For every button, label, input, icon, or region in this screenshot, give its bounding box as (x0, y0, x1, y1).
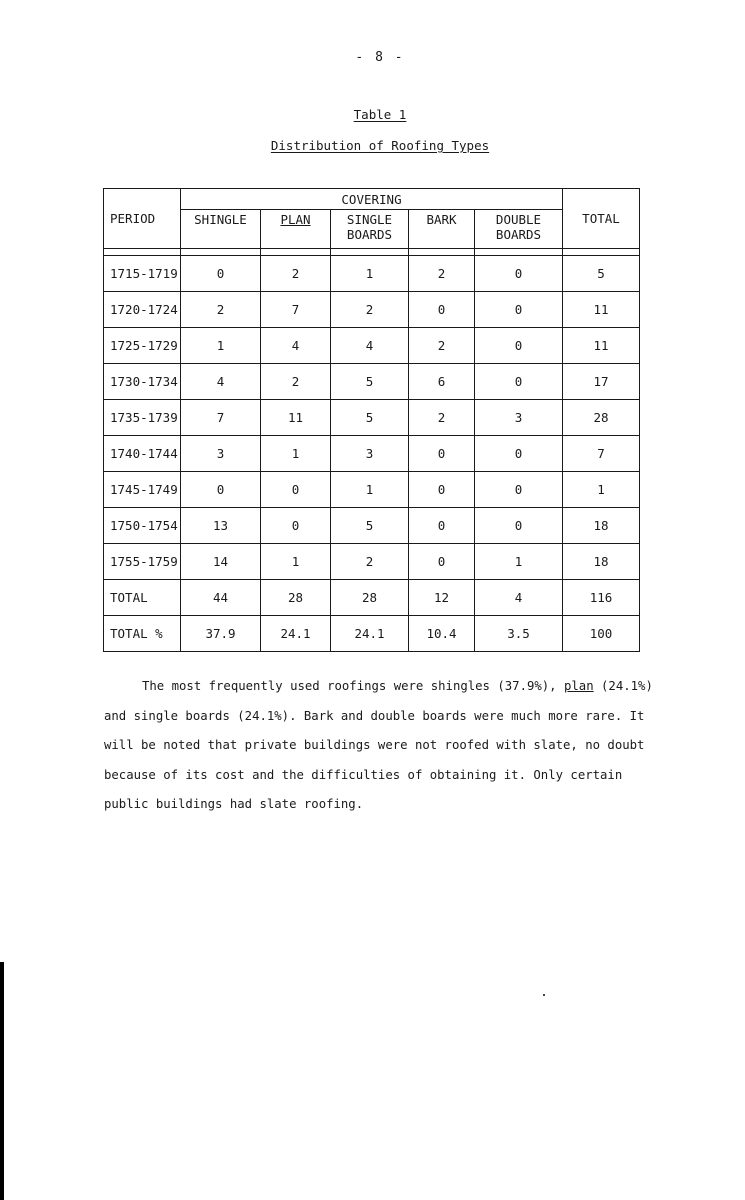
cell-bark: 12 (409, 580, 475, 616)
cell-plan: 7 (261, 292, 331, 328)
cell-plan: 24.1 (261, 616, 331, 652)
cell-total: 18 (563, 544, 640, 580)
table-row (104, 472, 640, 508)
cell-plan: 0 (261, 472, 331, 508)
gap-cell (104, 249, 181, 256)
cell-bark: 0 (409, 436, 475, 472)
table-title (0, 107, 745, 122)
header-single-boards-line1: SINGLE (346, 212, 393, 227)
cell-shingle: 4 (181, 364, 261, 400)
cell-bark: 2 (409, 256, 475, 292)
cell-single-boards: 5 (331, 508, 409, 544)
paragraph-segment-3: (24.1%) and single boards (24.1%). Bark and double boards were much more rare. It will be noted that private buildings were not roofed with slate, no doubt because of its cost and the difficulties of obtaining it. Only certain public buildings had slate roofing. (104, 679, 653, 811)
cell-double-boards: 0 (475, 256, 563, 292)
table-row (104, 544, 640, 580)
cell-shingle: 0 (181, 472, 261, 508)
cell-plan: 1 (261, 544, 331, 580)
scan-speck (543, 994, 545, 996)
cell-double-boards: 0 (475, 364, 563, 400)
body-paragraph (104, 672, 664, 820)
cell-plan: 0 (261, 508, 331, 544)
cell-single-boards: 2 (331, 292, 409, 328)
table-body (104, 249, 640, 652)
table-subtitle (0, 138, 745, 153)
header-plan-label: PLAN (280, 212, 311, 227)
cell-single-boards: 1 (331, 256, 409, 292)
gap-cell (563, 249, 640, 256)
cell-double-boards: 4 (475, 580, 563, 616)
cell-single-boards: 28 (331, 580, 409, 616)
roofing-table (103, 188, 640, 652)
cell-total: 7 (563, 436, 640, 472)
cell-total: 1 (563, 472, 640, 508)
header-plan (261, 210, 331, 249)
table-row (104, 364, 640, 400)
header-shingle: SHINGLE (181, 210, 261, 249)
cell-shingle: 44 (181, 580, 261, 616)
cell-total: 11 (563, 292, 640, 328)
gap-cell (181, 249, 261, 256)
cell-shingle: 0 (181, 256, 261, 292)
cell-shingle: 7 (181, 400, 261, 436)
cell-shingle: 2 (181, 292, 261, 328)
gap-cell (409, 249, 475, 256)
cell-single-boards: 1 (331, 472, 409, 508)
table-row (104, 436, 640, 472)
cell-bark: 10.4 (409, 616, 475, 652)
cell-period: 1720-1724 (104, 292, 181, 328)
table-subtitle-text: Distribution of Roofing Types (270, 138, 490, 153)
cell-plan: 11 (261, 400, 331, 436)
cell-total: 28 (563, 400, 640, 436)
cell-plan: 1 (261, 436, 331, 472)
cell-single-boards: 3 (331, 436, 409, 472)
page-number: - 8 - (355, 50, 405, 65)
header-single-boards-line2: BOARDS (346, 227, 393, 242)
cell-period: 1755-1759 (104, 544, 181, 580)
cell-double-boards: 3.5 (475, 616, 563, 652)
cell-double-boards: 0 (475, 328, 563, 364)
scan-margin-bar (0, 962, 4, 1200)
header-total: TOTAL (563, 189, 640, 249)
cell-period: 1735-1739 (104, 400, 181, 436)
cell-total: 11 (563, 328, 640, 364)
cell-plan: 4 (261, 328, 331, 364)
cell-double-boards: 0 (475, 436, 563, 472)
gap-cell (475, 249, 563, 256)
cell-shingle: 1 (181, 328, 261, 364)
cell-total: 17 (563, 364, 640, 400)
table-row (104, 256, 640, 292)
cell-period: 1745-1749 (104, 472, 181, 508)
cell-plan: 28 (261, 580, 331, 616)
cell-single-boards: 5 (331, 364, 409, 400)
table-row (104, 400, 640, 436)
cell-total: 5 (563, 256, 640, 292)
cell-bark: 0 (409, 508, 475, 544)
cell-double-boards: 1 (475, 544, 563, 580)
cell-shingle: 37.9 (181, 616, 261, 652)
cell-period: 1725-1729 (104, 328, 181, 364)
cell-single-boards: 2 (331, 544, 409, 580)
cell-total: 100 (563, 616, 640, 652)
cell-shingle: 3 (181, 436, 261, 472)
header-gap-row (104, 249, 640, 256)
cell-single-boards: 5 (331, 400, 409, 436)
cell-plan: 2 (261, 256, 331, 292)
header-period: PERIOD (104, 189, 181, 249)
header-double-boards-line2: BOARDS (495, 227, 542, 242)
paragraph-segment-1: The most frequently used roofings were shingles (37.9%), (142, 679, 564, 693)
cell-bark: 2 (409, 400, 475, 436)
table-row (104, 580, 640, 616)
cell-period: 1715-1719 (104, 256, 181, 292)
cell-period: 1750-1754 (104, 508, 181, 544)
header-double-boards (475, 210, 563, 249)
table-row (104, 616, 640, 652)
cell-period: TOTAL (104, 580, 181, 616)
cell-double-boards: 0 (475, 292, 563, 328)
cell-single-boards: 4 (331, 328, 409, 364)
cell-bark: 0 (409, 292, 475, 328)
cell-double-boards: 0 (475, 508, 563, 544)
gap-cell (261, 249, 331, 256)
cell-period: 1740-1744 (104, 436, 181, 472)
cell-bark: 6 (409, 364, 475, 400)
cell-plan: 2 (261, 364, 331, 400)
cell-period: 1730-1734 (104, 364, 181, 400)
header-covering: COVERING (181, 189, 563, 210)
cell-shingle: 14 (181, 544, 261, 580)
paragraph-plan-word: plan (564, 679, 594, 693)
cell-bark: 0 (409, 544, 475, 580)
cell-double-boards: 0 (475, 472, 563, 508)
cell-single-boards: 24.1 (331, 616, 409, 652)
gap-cell (331, 249, 409, 256)
cell-bark: 0 (409, 472, 475, 508)
cell-total: 18 (563, 508, 640, 544)
cell-shingle: 13 (181, 508, 261, 544)
table-row (104, 328, 640, 364)
header-bark: BARK (409, 210, 475, 249)
cell-double-boards: 3 (475, 400, 563, 436)
cell-total: 116 (563, 580, 640, 616)
header-double-boards-line1: DOUBLE (495, 212, 542, 227)
cell-bark: 2 (409, 328, 475, 364)
table-row (104, 292, 640, 328)
cell-period: TOTAL % (104, 616, 181, 652)
paragraph-text (104, 672, 664, 820)
header-single-boards (331, 210, 409, 249)
table-title-text: Table 1 (353, 107, 407, 122)
table-row (104, 508, 640, 544)
